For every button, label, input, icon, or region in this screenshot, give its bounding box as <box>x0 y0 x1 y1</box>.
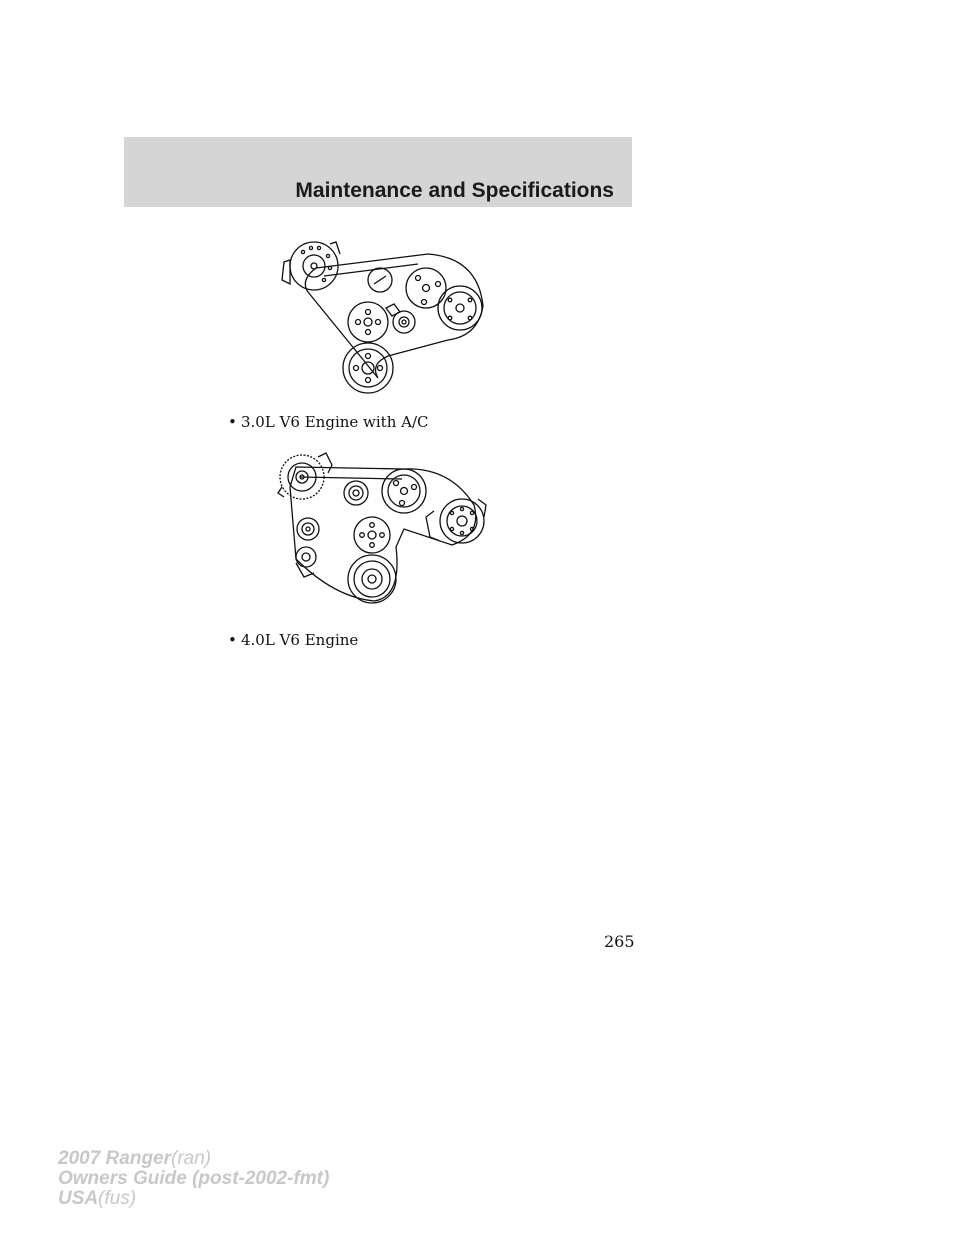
footer-guide: Owners Guide (post-2002-fmt) <box>58 1168 330 1189</box>
belt-diagram-4-0l <box>274 447 500 607</box>
footer-model-code: (ran) <box>171 1148 212 1169</box>
footer-line-guide <box>58 1169 329 1189</box>
belt-routing-diagram-icon <box>278 236 488 396</box>
caption-text: 3.0L V6 Engine with A/C <box>241 413 429 431</box>
bullet-marker: • <box>228 631 237 649</box>
footer-market-code: (fus) <box>98 1188 137 1209</box>
document-footer <box>58 1149 329 1209</box>
caption-4-0l <box>228 631 358 649</box>
caption-3-0l <box>228 413 429 431</box>
footer-market: USA <box>58 1188 99 1209</box>
footer-line-market <box>58 1189 329 1209</box>
footer-line-model <box>58 1149 329 1169</box>
belt-routing-diagram-icon <box>274 447 500 607</box>
section-header <box>124 137 632 207</box>
footer-model: 2007 Ranger <box>58 1148 172 1169</box>
belt-diagram-3-0l <box>278 236 488 396</box>
bullet-marker: • <box>228 413 237 431</box>
page-number: 265 <box>604 932 635 951</box>
section-title: Maintenance and Specifications <box>295 179 614 202</box>
caption-text: 4.0L V6 Engine <box>241 631 359 649</box>
